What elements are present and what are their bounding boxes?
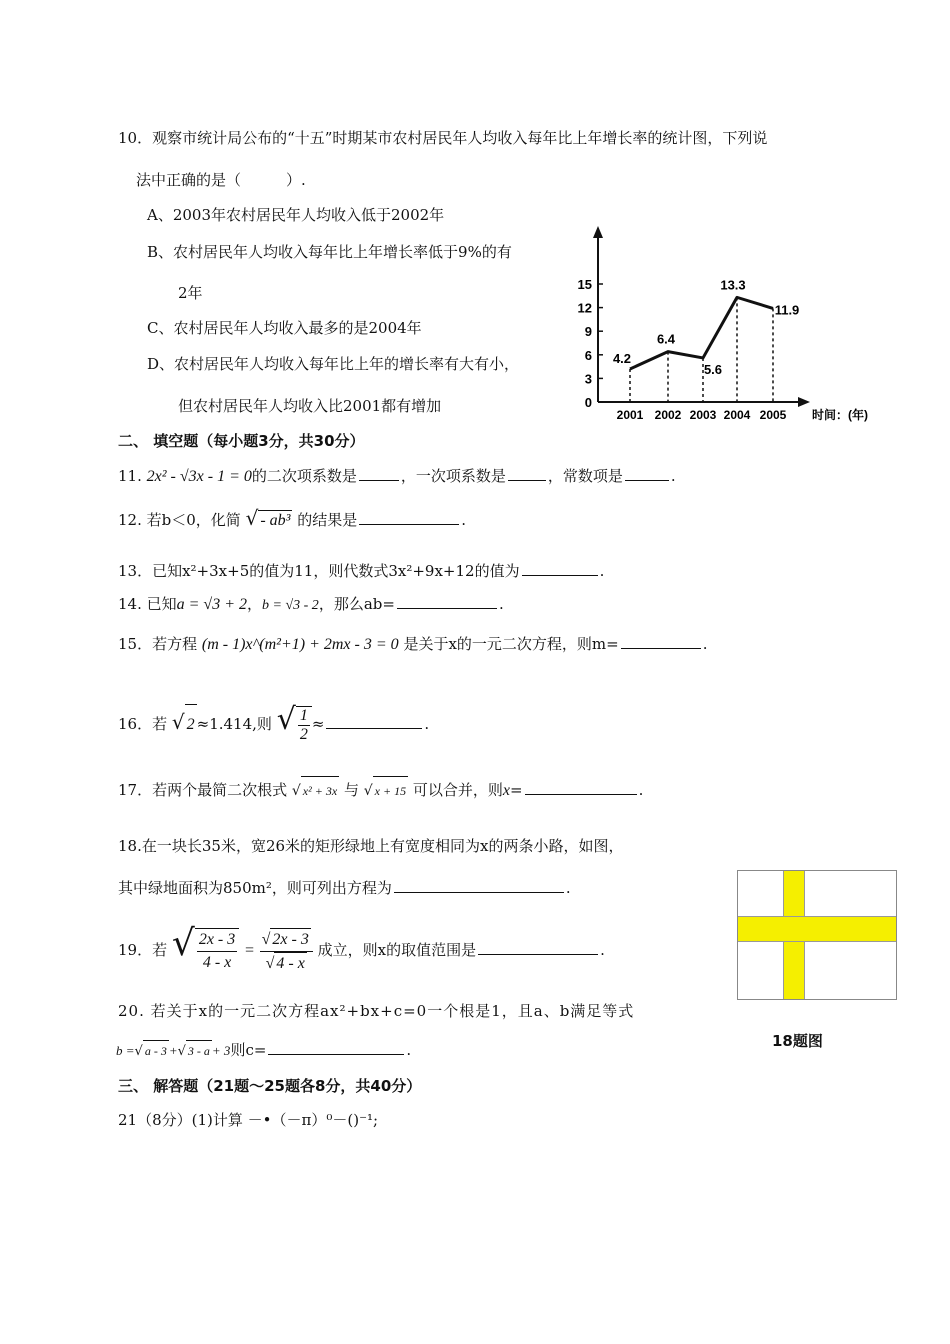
q14-post: ，那么ab= xyxy=(318,595,395,613)
x-axis-arrow-icon xyxy=(798,397,810,407)
radical-sign-icon: √ xyxy=(134,1044,143,1059)
q20-end: . xyxy=(406,1041,412,1059)
series-line xyxy=(630,297,773,369)
growth-rate-line-chart xyxy=(560,222,870,432)
radical-sign-icon: √ xyxy=(171,923,195,964)
q19-right-fraction xyxy=(260,928,313,975)
q17-var: x xyxy=(502,782,510,799)
radical-sign-icon: √ xyxy=(245,506,259,530)
y-tick-label: 3 xyxy=(584,371,592,387)
horizontal-path xyxy=(738,916,896,942)
q19-den2: √ 4 - x xyxy=(260,952,313,975)
q16-denominator: 2 xyxy=(299,726,308,743)
q18-line1: 18.在一块长35米，宽26米的矩形绿地上有宽度相同为x的两条小路，如图， xyxy=(118,837,624,855)
q19-post: 成立，则x的取值范围是 xyxy=(317,941,477,959)
q14-sep: ， xyxy=(247,595,263,613)
q16-end: . xyxy=(424,715,430,733)
q20-post: 则c= xyxy=(230,1041,267,1059)
q10-option-b-cont: 2年 xyxy=(178,284,203,302)
q17-blank[interactable] xyxy=(525,780,637,795)
q10-option-d-cont: 但农村居民年人均收入比2001都有增加 xyxy=(178,397,442,415)
q18-line2 xyxy=(118,878,571,898)
q16-approx: ≈ xyxy=(311,715,325,733)
data-label: 6.4 xyxy=(656,331,676,347)
q12-end: . xyxy=(461,511,467,529)
q20-radical1: a - 3 xyxy=(143,1040,169,1061)
q20-plus: + xyxy=(168,1043,178,1058)
q20-tail: + 3 xyxy=(211,1043,231,1058)
q20-line1: 20. 若关于x的一元二次方程ax²+bx+c=0一个根是1，且a、b满足等式 xyxy=(118,1002,635,1020)
y-tick-label: 9 xyxy=(584,324,592,340)
q12 xyxy=(118,508,466,531)
q11-text1: 的二次项系数是 xyxy=(251,467,357,485)
y-tick-label: 15 xyxy=(577,277,592,292)
q11-text3: ，常数项是 xyxy=(547,467,623,485)
q10-option-d: D、农村居民年人均收入每年比上年的增长率有大有小， xyxy=(147,355,520,373)
q16 xyxy=(118,700,429,745)
q17-mid: 与 xyxy=(343,781,359,799)
y-tick-label: 0 xyxy=(584,395,592,410)
data-label: 13.3 xyxy=(720,277,746,293)
q12-post: 的结果是 xyxy=(297,511,358,529)
q14-blank[interactable] xyxy=(397,594,497,609)
q19-end: . xyxy=(600,941,605,959)
q11-blank3[interactable] xyxy=(625,466,669,481)
radical-sign-icon: √ xyxy=(276,702,296,737)
x-tick-label: 2003 xyxy=(689,408,717,422)
q16-blank[interactable] xyxy=(326,714,422,729)
q15-blank[interactable] xyxy=(621,634,701,649)
q20-blank[interactable] xyxy=(268,1040,404,1055)
q19-num2-radicand: 2x - 3 xyxy=(270,928,310,951)
q14-end: . xyxy=(498,595,504,613)
x-tick-label: 2004 xyxy=(723,408,751,422)
radical-sign-icon: √ xyxy=(171,710,185,734)
q12-radicand: - ab³ xyxy=(260,512,291,529)
q15-pre: 15．若方程 xyxy=(118,635,198,653)
section2-heading: 二、 填空题（每小题3分，共30分） xyxy=(118,432,365,450)
q15-equation: (m - 1)x^(m²+1) + 2mx - 3 = 0 xyxy=(201,636,399,653)
q13-blank[interactable] xyxy=(522,561,598,576)
data-label: 5.6 xyxy=(703,361,723,377)
q10-option-c: C、农村居民年人均收入最多的是2004年 xyxy=(147,319,422,337)
q17-radical1: x² + 3x xyxy=(301,776,339,805)
radical-sign-icon: √ xyxy=(177,1044,186,1059)
q19-eq: = xyxy=(244,942,255,959)
y-tick-label: 12 xyxy=(577,300,592,316)
q14-pre: 14. 已知 xyxy=(118,595,177,613)
q19-den1: 4 - x xyxy=(202,954,232,971)
q10-line1: 10．观察市统计局公布的“十五”时期某市农村居民年人均收入每年比上年增长率的统计图，下列说 xyxy=(118,129,768,147)
q14 xyxy=(118,594,504,616)
q13-text: 13．已知x²+3x+5的值为11，则代数式3x²+9x+12的值为 xyxy=(118,562,520,580)
q19-blank[interactable] xyxy=(478,940,598,955)
q19-den2-radicand: 4 - x xyxy=(274,952,306,975)
q15-end: . xyxy=(702,635,708,653)
q13 xyxy=(118,561,604,581)
q16-root-value: 2 xyxy=(185,704,197,745)
q11-blank1[interactable] xyxy=(359,466,399,481)
q11-blank2[interactable] xyxy=(508,466,546,481)
radical-sign-icon: √ xyxy=(291,783,301,799)
q15-post: 是关于x的一元二次方程，则m= xyxy=(403,635,619,653)
q18-text: 其中绿地面积为850m²，则可列出方程为 xyxy=(118,879,392,897)
q17 xyxy=(118,776,643,805)
x-tick-label: 2005 xyxy=(759,408,787,422)
q16-fraction xyxy=(296,706,312,744)
q17-pre: 17．若两个最简二次根式 xyxy=(118,781,288,799)
data-label: 11.9 xyxy=(774,302,800,318)
q17-radical2: x + 15 xyxy=(373,776,408,805)
x-tick-label: 2001 xyxy=(616,408,644,422)
q15 xyxy=(118,634,707,655)
q20-radical2: 3 - a xyxy=(186,1040,212,1061)
section3-heading: 三、 解答题（21题～25题各8分，共40分） xyxy=(118,1077,422,1095)
q20-line2 xyxy=(116,1040,411,1062)
q17-end: . xyxy=(638,781,644,799)
x-tick-label: 2002 xyxy=(654,408,682,422)
q17-post: 可以合并，则 xyxy=(412,781,503,799)
q16-mid: ≈1.414,则 xyxy=(196,715,272,733)
q20-b: b = xyxy=(116,1043,135,1058)
q10-option-a: A、2003年农村居民年人均收入低于2002年 xyxy=(147,206,445,224)
q19-left-fraction xyxy=(195,928,239,974)
q14-b-value: b = √3 - 2 xyxy=(262,598,319,613)
y-axis-arrow-icon xyxy=(593,226,603,238)
fig18-caption: 18题图 xyxy=(772,1032,823,1050)
q19 xyxy=(118,920,605,975)
q16-pre: 16．若 xyxy=(118,715,168,733)
q11-equation: 2x² - √3x - 1 = 0 xyxy=(146,468,252,485)
q19-pre: 19．若 xyxy=(118,941,168,959)
q14-a-value: a = √3 + 2 xyxy=(176,596,247,613)
q12-pre: 12. 若b＜0，化简 xyxy=(118,511,241,529)
q18-end: . xyxy=(565,879,571,897)
q11 xyxy=(118,466,676,487)
q10-line2: 法中正确的是（ ）. xyxy=(136,171,306,189)
x-axis-label: 时间：(年) xyxy=(812,408,868,422)
lawn-with-paths-figure xyxy=(737,870,897,1000)
q21: 21（8分）(1)计算 －•（－π）⁰－()⁻¹; xyxy=(118,1111,379,1129)
q12-blank[interactable] xyxy=(359,510,459,525)
q17-eq: = xyxy=(510,781,523,799)
q10-option-b: B、农村居民年人均收入每年比上年增长率低于9%的有 xyxy=(147,243,512,261)
q13-end: . xyxy=(599,562,605,580)
q16-numerator: 1 xyxy=(299,707,308,724)
data-label: 4.2 xyxy=(612,350,632,366)
q19-num2: √ 2x - 3 xyxy=(260,928,313,952)
q11-num: 11. xyxy=(118,467,142,485)
q18-blank[interactable] xyxy=(394,878,564,893)
q19-num1: 2x - 3 xyxy=(197,929,237,952)
q11-period: . xyxy=(670,467,676,485)
q11-text2: ，一次项系数是 xyxy=(400,467,506,485)
y-tick-label: 6 xyxy=(584,347,592,363)
radical-sign-icon: √ xyxy=(363,783,373,799)
